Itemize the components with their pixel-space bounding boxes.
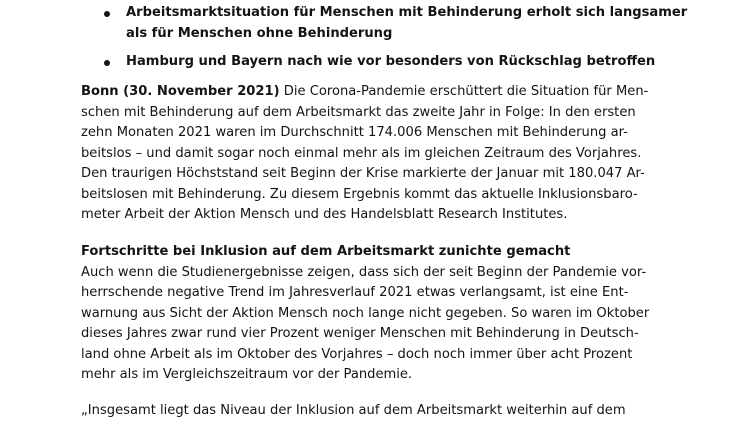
key-point <box>0 3 688 44</box>
key-point-line: Hamburg und Bayern nach wie vor besonders von Rückschlag betroffen <box>126 54 656 69</box>
text-line <box>81 82 649 103</box>
text-line: land ohne Arbeit als im Oktober des Vorjahres – doch noch immer über acht Prozent <box>81 346 633 362</box>
text-line: meter Arbeit der Aktion Mensch und des Handelsblatt Research Institutes. <box>81 207 568 222</box>
key-point <box>0 52 656 73</box>
key-point-line: Arbeitsmarktsituation für Menschen mit Behinderung erholt sich langsamer <box>126 5 688 20</box>
key-point-line: als für Menschen ohne Behinderung <box>126 25 393 41</box>
section-heading: Fortschritte bei Inklusion auf dem Arbeitsmarkt zunichte gemacht <box>81 244 571 259</box>
text-line: zehn Monaten 2021 waren im Durchschnitt 174.006 Menschen mit Behinderung ar- <box>81 125 628 140</box>
text-line: Den traurigen Höchststand seit Beginn der Krise markierte der Januar mit 180.047 Ar- <box>81 166 645 181</box>
bullet-dot-icon <box>104 60 110 66</box>
text-line: dieses Jahres zwar rund vier Prozent weniger Menschen mit Behinderung in Deutsch- <box>81 326 639 341</box>
text-line: warnung aus Sicht der Aktion Mensch noch lange nicht gegeben. So waren im Oktober <box>81 305 650 321</box>
quote-paragraph <box>81 401 641 422</box>
text-line: beitslos – und damit sogar noch einmal mehr als im gleichen Zeitraum des Vorjahres. <box>81 145 642 161</box>
text-line: mehr als im Vergleichszeitraum vor der Pandemie. <box>81 367 413 382</box>
key-points-list <box>0 3 746 81</box>
text-line: herrschende negative Trend im Jahresverlauf 2021 etwas verlangsamt, ist eine Ent- <box>81 285 629 300</box>
bullet-dot-icon <box>104 11 110 17</box>
text-line: schen mit Behinderung auf dem Arbeitsmarkt das zweite Jahr in Folge: In den ersten <box>81 104 636 120</box>
section-paragraph <box>81 242 650 386</box>
text-line: „Insgesamt liegt das Niveau der Inklusion auf dem Arbeitsmarkt weiterhin auf dem <box>81 403 626 418</box>
text-line: beitslosen mit Behinderung. Zu diesem Ergebnis kommt das aktuelle Inklusionsbaro- <box>81 186 638 202</box>
dateline: Bonn (30. November 2021) <box>81 84 280 99</box>
text-segment: Die Corona-Pandemie erschüttert die Situation für Men- <box>279 84 649 99</box>
text-line: Auch wenn die Studienergebnisse zeigen, dass sich der seit Beginn der Pandemie vor- <box>81 264 647 280</box>
intro-paragraph <box>81 82 649 226</box>
